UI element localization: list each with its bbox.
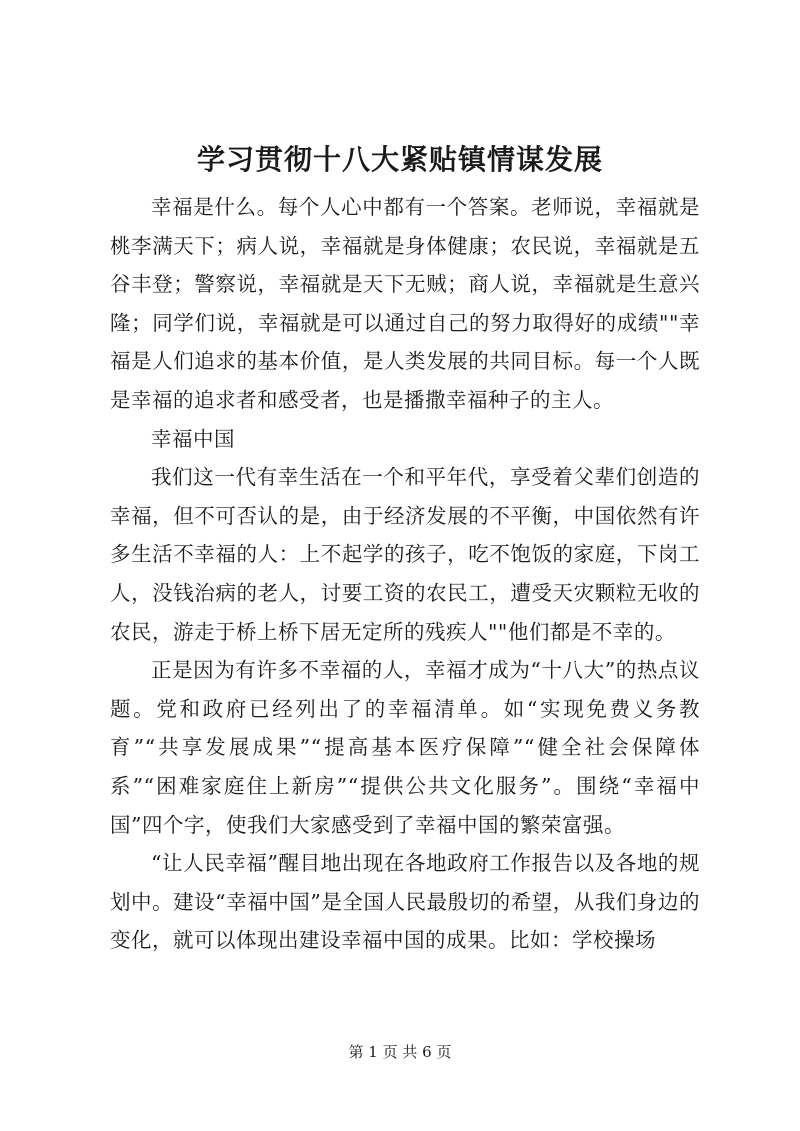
paragraph: 正是因为有许多不幸福的人，幸福才成为“十八大”的热点议题。党和政府已经列出了的幸福清单。如“实现免费义务教育”“共享发展成果”“提高基本医疗保障”“健全社会保障体系”“困难家庭住上新房”“提供公共文化服务”。围绕“幸福中国”四个字，使我们大家感受到了幸福中国的繁荣富强。: [110, 658, 700, 837]
paragraph: 我们这一代有幸生活在一个和平年代，享受着父辈们创造的幸福，但不可否认的是，由于经济发展的不平衡，中国依然有许多生活不幸福的人：上不起学的孩子，吃不饱饭的家庭，下岗工人，没钱治病的老人，讨要工资的农民工，遭受天灾颗粒无收的农民，游走于桥上桥下居无定所的残疾人""他们都是不幸的。: [110, 465, 700, 644]
paragraph: “让人民幸福”醒目地出现在各地政府工作报告以及各地的规划中。建设“幸福中国”是全国人民最殷切的希望，从我们身边的变化，就可以体现出建设幸福中国的成果。比如：学校操场: [110, 851, 700, 953]
page-footer: 第 1 页 共 6 页: [348, 1043, 452, 1061]
document-body: [110, 188, 700, 960]
paragraph: 幸福是什么。每个人心中都有一个答案。老师说，幸福就是桃李满天下；病人说，幸福就是身体健康；农民说，幸福就是五谷丰登；警察说，幸福就是天下无贼；商人说，幸福就是生意兴隆；同学们说，幸福就是可以通过自己的努力取得好的成绩""幸福是人们追求的基本价值，是人类发展的共同目标。每一个人既是幸福的追求者和感受者，也是播撒幸福种子的主人。: [110, 195, 700, 412]
document-title: 学习贯彻十八大紧贴镇情谋发展: [196, 143, 603, 176]
section-heading: 幸福中国: [151, 426, 235, 451]
